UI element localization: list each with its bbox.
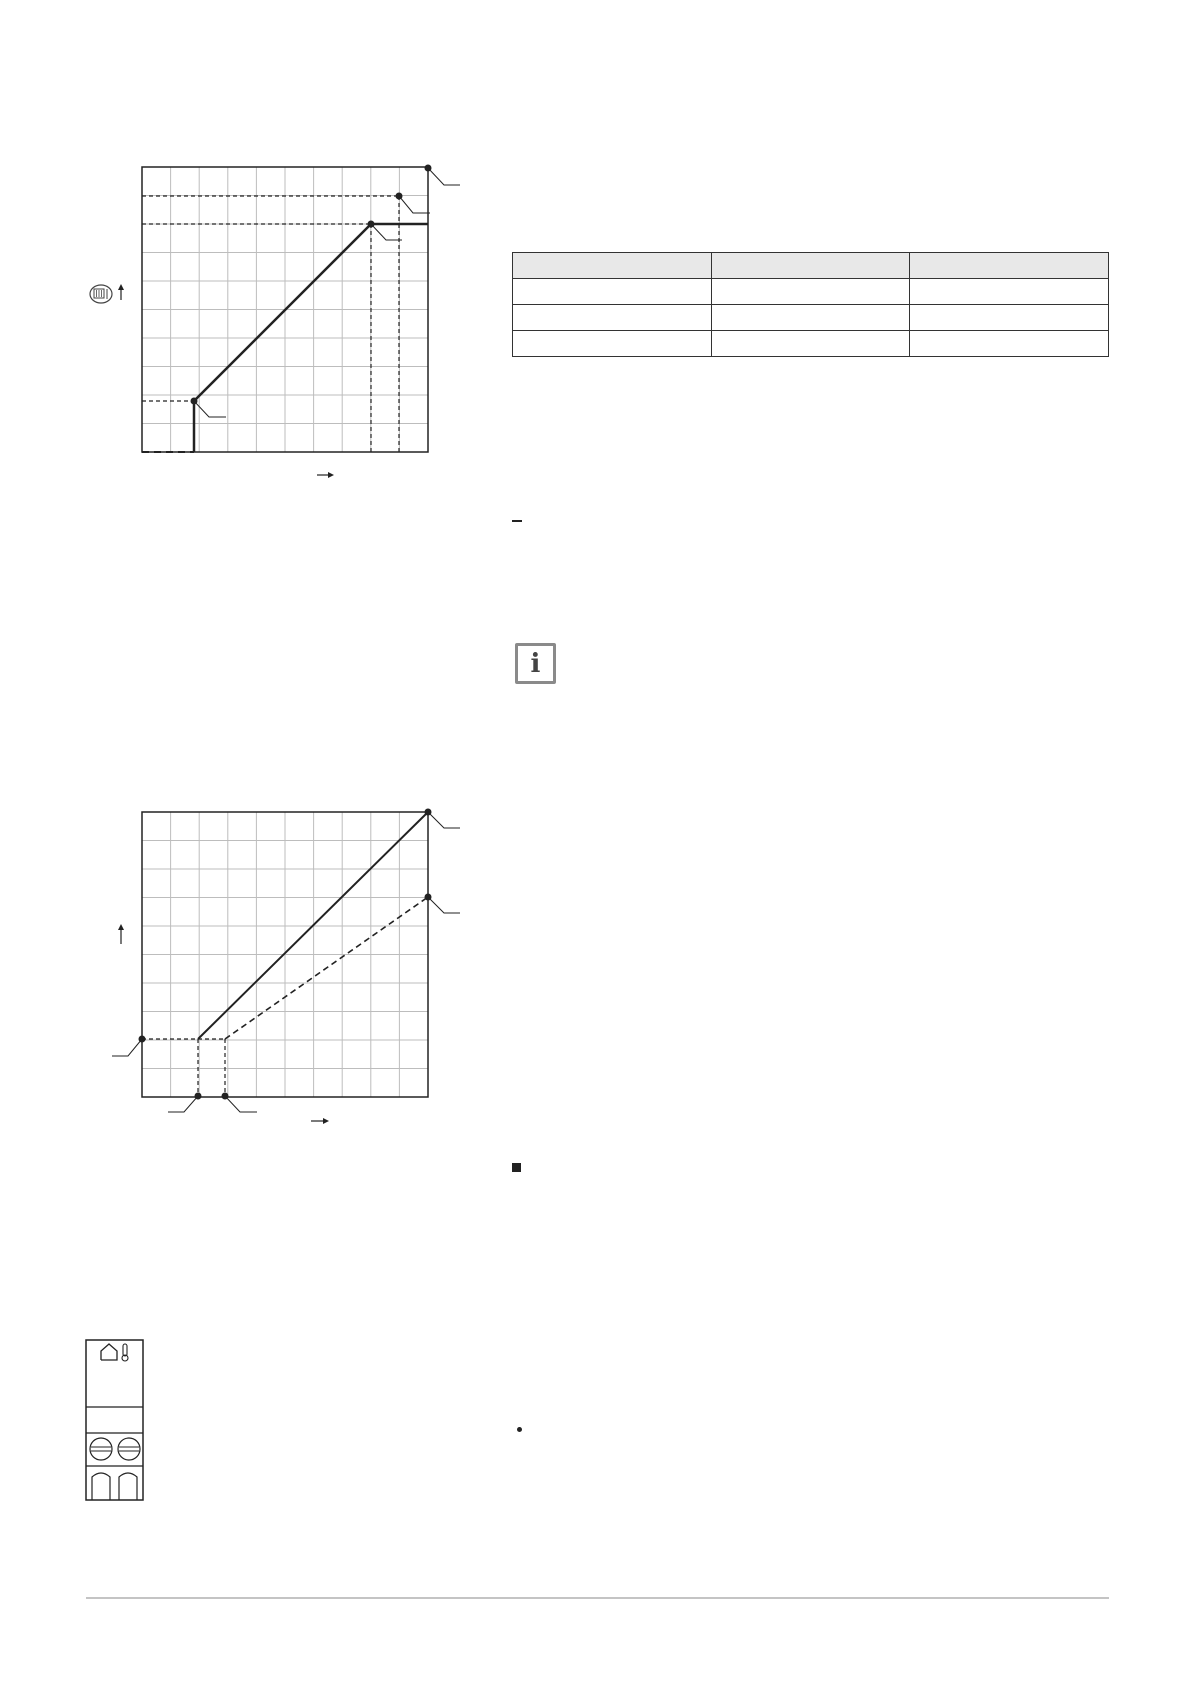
table-row: [513, 331, 1109, 357]
house-thermometer-icon: [101, 1344, 128, 1361]
chart2-leader-top: [428, 812, 460, 828]
heating-circuit-icon: [90, 285, 112, 303]
chart2-leader-bottom-2: [225, 1096, 257, 1112]
leader-line-top: [428, 168, 460, 185]
chart2-leader-left: [112, 1039, 142, 1056]
table-row: [513, 279, 1109, 305]
footer-rule: [86, 1597, 1109, 1599]
table-header-row: [513, 253, 1109, 279]
table-header-cell: [910, 253, 1109, 279]
info-glyph: i: [530, 648, 541, 679]
chart2-y-arrow-up: [118, 924, 124, 944]
table-row: [513, 305, 1109, 331]
table-header-cell: [711, 253, 910, 279]
list-bullet-marker: [517, 1427, 522, 1432]
section-square-marker: [512, 1163, 521, 1172]
x-axis-arrow-right: [317, 472, 334, 478]
chart2-x-arrow-right: [311, 1118, 329, 1124]
terminal-screw-left: [90, 1438, 112, 1460]
chart2-leader-bottom-1: [168, 1096, 198, 1112]
terminal-screw-right: [118, 1438, 140, 1460]
list-dash-marker: [512, 520, 522, 522]
heating-curve-line: [194, 224, 371, 401]
table-cell: [711, 331, 910, 357]
leader-line-max: [371, 224, 402, 240]
room-sensor-terminal: [86, 1340, 143, 1500]
chart2-leader-right: [428, 897, 460, 913]
y-axis-arrow-up: [118, 284, 124, 300]
table-cell: [711, 305, 910, 331]
table-cell: [513, 279, 712, 305]
parameter-table: [512, 252, 1109, 357]
terminal-slot-right: [119, 1473, 137, 1500]
table-cell: [513, 331, 712, 357]
terminal-slot-left: [92, 1473, 110, 1500]
table-cell: [513, 305, 712, 331]
table-header-cell: [513, 253, 712, 279]
table-cell: [910, 305, 1109, 331]
leader-line-upper: [399, 196, 430, 213]
chart2-dashed-curve: [225, 897, 428, 1039]
table-cell: [910, 279, 1109, 305]
table-cell: [910, 331, 1109, 357]
info-icon: [515, 643, 556, 684]
table-cell: [711, 279, 910, 305]
